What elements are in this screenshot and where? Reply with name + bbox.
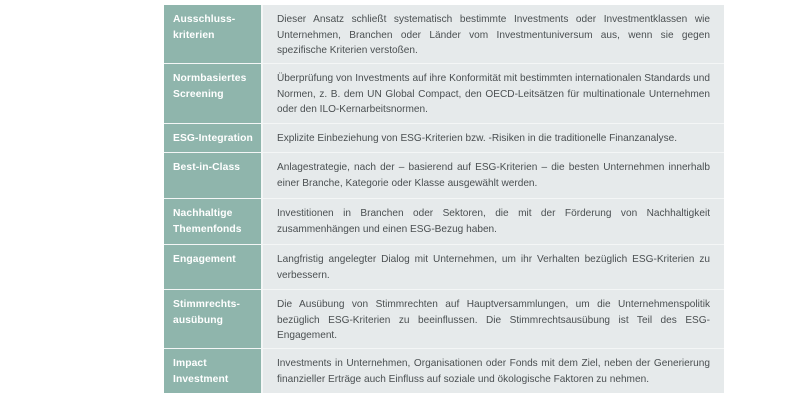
table-row-esg-integration — [164, 124, 724, 153]
row-description: Explizite Einbeziehung von ESG-Kriterien bzw. -Risiken in die traditionelle Finanzanalyse. — [263, 124, 724, 152]
row-label: Ausschluss- kriterien — [164, 5, 261, 63]
table-row-stimmrechtsausuebung — [164, 290, 724, 349]
row-label: ESG-Integration — [164, 124, 261, 152]
row-label: Best-in-Class — [164, 153, 261, 198]
row-label: Nachhaltige Themenfonds — [164, 199, 261, 244]
table-row-normbasiertes-screening — [164, 64, 724, 124]
row-description: Investments in Unternehmen, Organisationen oder Fonds mit dem Ziel, neben der Generierung finanzieller Erträge auch Einfluss auf soziale und ökologische Faktoren zu nehmen. — [263, 349, 724, 393]
row-label: Engagement — [164, 245, 261, 289]
table-row-best-in-class — [164, 153, 724, 199]
row-description: Anlagestrategie, nach der – basierend auf ESG-Kriterien – die besten Unternehmen innerhalb einer Branche, Kategorie oder Klasse ausgewählt werden. — [263, 153, 724, 198]
table-row-nachhaltige-themenfonds — [164, 199, 724, 245]
esg-strategies-table — [164, 5, 724, 393]
row-description: Investitionen in Branchen oder Sektoren, die mit der Förderung von Nachhaltigkeit zusammenhängen und einen ESG-Bezug haben. — [263, 199, 724, 244]
table-row-engagement — [164, 245, 724, 290]
row-label: Impact Investment — [164, 349, 261, 393]
row-description: Die Ausübung von Stimmrechten auf Hauptversammlungen, um die Unternehmenspolitik bezüglich ESG-Kriterien zu beeinflussen. Die Stimmrechtsausübung ist Teil des ESG-Engagement. — [263, 290, 724, 348]
row-label: Normbasiertes Screening — [164, 64, 261, 123]
row-description: Überprüfung von Investments auf ihre Konformität mit bestimmten internationalen Standards und Normen, z. B. dem UN Global Compact, den OECD-Leitsätzen für multinationale Unternehmen oder den ILO-Kernarbeitsnormen. — [263, 64, 724, 123]
table-row-ausschlusskriterien — [164, 5, 724, 64]
row-description: Langfristig angelegter Dialog mit Unternehmen, um ihr Verhalten bezüglich ESG-Kriterien zu verbessern. — [263, 245, 724, 289]
row-label: Stimmrechts- ausübung — [164, 290, 261, 348]
table-row-impact-investment — [164, 349, 724, 393]
row-description: Dieser Ansatz schließt systematisch bestimmte Investments oder Investmentklassen wie Unternehmen, Branchen oder Länder vom Investmentuniversum aus, wenn sie gegen spezifische Kriterien verstoßen. — [263, 5, 724, 63]
